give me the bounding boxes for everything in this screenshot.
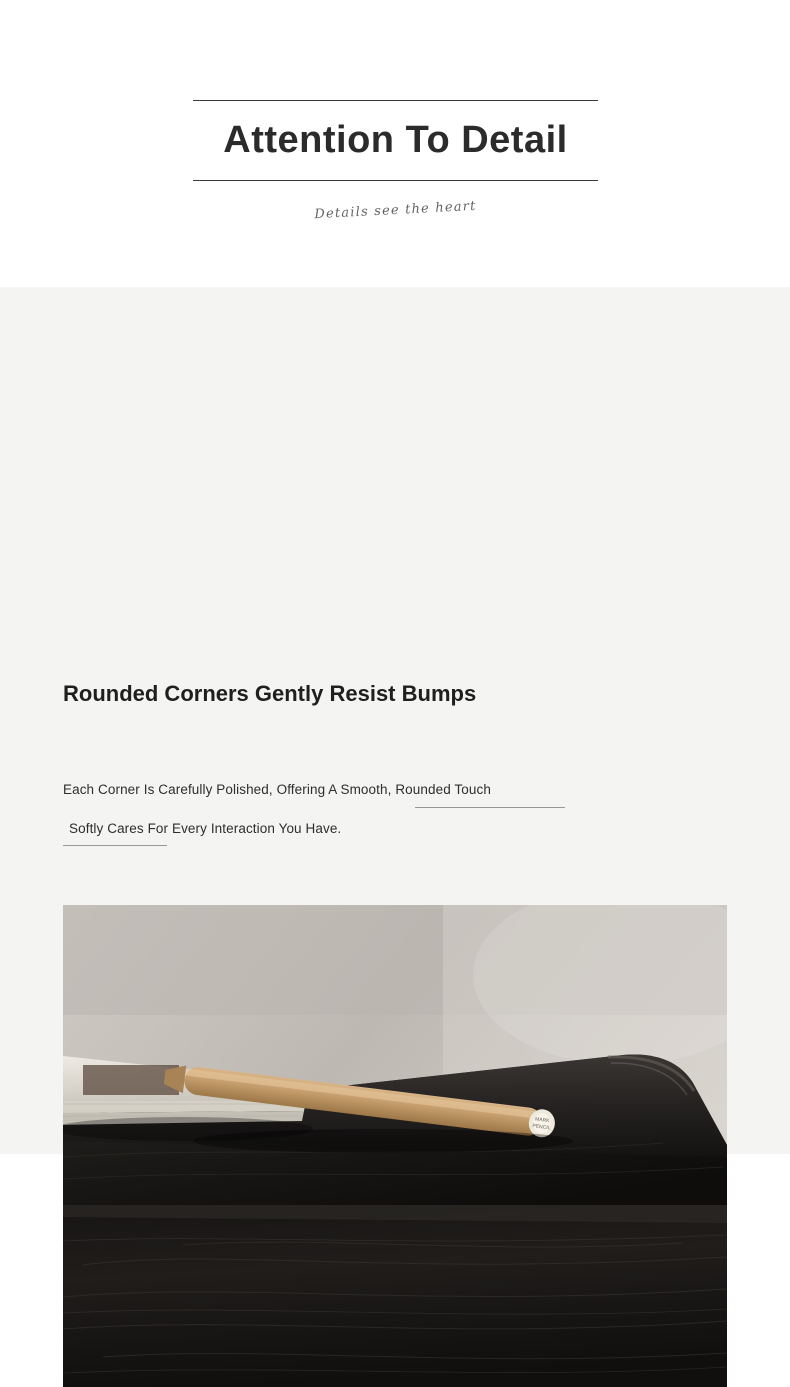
feature-body-line-1: Each Corner Is Carefully Polished, Offering A Smooth, Rounded Touch: [63, 782, 491, 797]
page-title: Attention To Detail: [223, 119, 568, 161]
svg-text:MARK: MARK: [534, 1116, 550, 1125]
hero-script-subtitle: Details see the heart: [314, 198, 477, 223]
feature-body-line-2: Softly Cares For Every Interaction You Have.: [69, 821, 342, 837]
hero-title-block: [193, 100, 598, 181]
feature-photo: [63, 905, 727, 1387]
feature-headline: Rounded Corners Gently Resist Bumps: [63, 681, 477, 706]
decorative-rule-right: [415, 807, 565, 808]
cabinet-corner-illustration: [63, 905, 727, 1387]
feature-body-copy: [63, 770, 623, 848]
svg-text:PENCIL: PENCIL: [532, 1123, 551, 1132]
hero-section: [0, 0, 790, 287]
decorative-rule-left: [63, 845, 167, 846]
title-divider-bottom: [193, 180, 598, 181]
feature-section: [0, 287, 790, 1154]
